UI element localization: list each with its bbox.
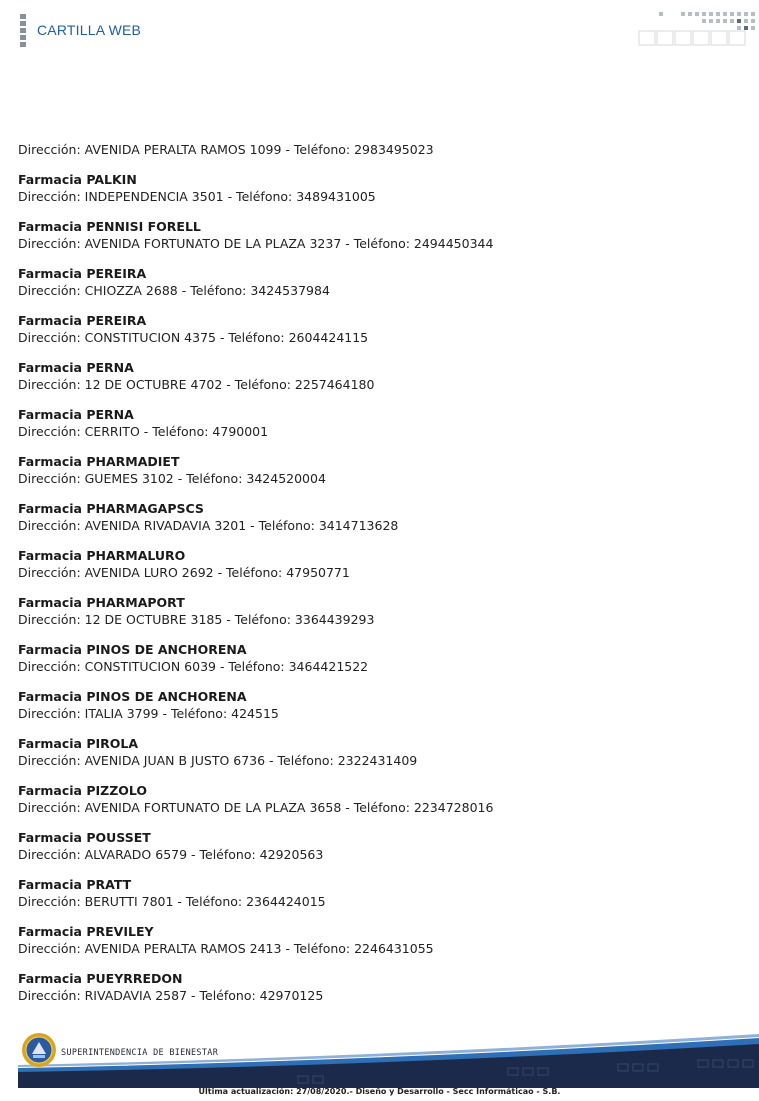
pharmacy-name: Farmacia PEREIRA — [18, 313, 147, 328]
pharmacy-name: Farmacia PINOS DE ANCHORENA — [18, 689, 247, 704]
list-item — [18, 594, 738, 628]
pharmacy-list — [18, 141, 738, 1017]
pharmacy-address: Dirección: RIVADAVIA 2587 - Teléfono: 42970125 — [18, 988, 324, 1003]
list-item — [18, 970, 738, 1004]
pharmacy-name: Farmacia PHARMAGAPSCS — [18, 501, 204, 516]
pharmacy-name: Farmacia PIZZOLO — [18, 783, 148, 798]
pharmacy-name: Farmacia PREVILEY — [18, 924, 154, 939]
list-item — [18, 641, 738, 675]
update-note: Última actualización: 27/08/2020.- Diseño y Desarrollo - Secc Informáticao - S.B. — [198, 1087, 561, 1096]
list-item — [18, 218, 738, 252]
pharmacy-name: Farmacia PUEYRREDON — [18, 971, 183, 986]
pharmacy-address: Dirección: AVENIDA LURO 2692 - Teléfono: 47950771 — [18, 565, 350, 580]
list-item — [18, 141, 738, 158]
pharmacy-address: Dirección: AVENIDA JUAN B JUSTO 6736 - Teléfono: 2322431409 — [18, 753, 418, 768]
pharmacy-name: Farmacia PALKIN — [18, 172, 137, 187]
pharmacy-address: Dirección: CHIOZZA 2688 - Teléfono: 3424537984 — [18, 283, 330, 298]
pharmacy-address: Dirección: AVENIDA FORTUNATO DE LA PLAZA 3658 - Teléfono: 2234728016 — [18, 800, 494, 815]
list-item — [18, 782, 738, 816]
list-item — [18, 547, 738, 581]
list-item — [18, 359, 738, 393]
pharmacy-name: Farmacia PIROLA — [18, 736, 139, 751]
list-item — [18, 453, 738, 487]
pharmacy-name: Farmacia PHARMALURO — [18, 548, 186, 563]
pharmacy-address: Dirección: ITALIA 3799 - Teléfono: 424515 — [18, 706, 279, 721]
pixel-pattern-icon — [637, 12, 759, 48]
pharmacy-name: Farmacia PERNA — [18, 407, 134, 422]
pharmacy-address: Dirección: CONSTITUCION 4375 - Teléfono: 2604424115 — [18, 330, 369, 345]
list-item — [18, 500, 738, 534]
list-item — [18, 265, 738, 299]
pharmacy-address: Dirección: BERUTTI 7801 - Teléfono: 2364424015 — [18, 894, 326, 909]
page-header — [0, 0, 759, 60]
list-item — [18, 171, 738, 205]
organization-name: SUPERINTENDENCIA DE BIENESTAR — [61, 1048, 219, 1058]
pharmacy-address: Dirección: ALVARADO 6579 - Teléfono: 42920563 — [18, 847, 324, 862]
pharmacy-address: Dirección: CERRITO - Teléfono: 4790001 — [18, 424, 269, 439]
pharmacy-address: Dirección: AVENIDA FORTUNATO DE LA PLAZA 3237 - Teléfono: 2494450344 — [18, 236, 494, 251]
pharmacy-name: Farmacia PENNISI FORELL — [18, 219, 201, 234]
pharmacy-address: Dirección: AVENIDA RIVADAVIA 3201 - Teléfono: 3414713628 — [18, 518, 399, 533]
pharmacy-name: Farmacia PINOS DE ANCHORENA — [18, 642, 247, 657]
list-item — [18, 688, 738, 722]
list-item — [18, 312, 738, 346]
pharmacy-name: Farmacia PHARMADIET — [18, 454, 180, 469]
pharmacy-address: Dirección: AVENIDA PERALTA RAMOS 2413 - Teléfono: 2246431055 — [18, 941, 434, 956]
pharmacy-name: Farmacia PRATT — [18, 877, 132, 892]
pharmacy-address: Dirección: AVENIDA PERALTA RAMOS 1099 - Teléfono: 2983495023 — [18, 142, 434, 157]
brand-bar-icon — [20, 14, 26, 47]
list-item — [18, 406, 738, 440]
list-item — [18, 876, 738, 910]
pharmacy-address: Dirección: 12 DE OCTUBRE 4702 - Teléfono: 2257464180 — [18, 377, 375, 392]
list-item — [18, 829, 738, 863]
pharmacy-name: Farmacia POUSSET — [18, 830, 151, 845]
pharmacy-name: Farmacia PHARMAPORT — [18, 595, 185, 610]
pharmacy-address: Dirección: CONSTITUCION 6039 - Teléfono: 3464421522 — [18, 659, 369, 674]
pharmacy-address: Dirección: 12 DE OCTUBRE 3185 - Teléfono: 3364439293 — [18, 612, 375, 627]
page-title: CARTILLA WEB — [37, 22, 142, 38]
institution-seal-icon — [21, 1032, 57, 1068]
pharmacy-name: Farmacia PEREIRA — [18, 266, 147, 281]
footer-band — [18, 1028, 759, 1088]
pharmacy-address: Dirección: GUEMES 3102 - Teléfono: 3424520004 — [18, 471, 326, 486]
list-item — [18, 735, 738, 769]
pharmacy-name: Farmacia PERNA — [18, 360, 134, 375]
list-item — [18, 923, 738, 957]
pharmacy-address: Dirección: INDEPENDENCIA 3501 - Teléfono: 3489431005 — [18, 189, 376, 204]
